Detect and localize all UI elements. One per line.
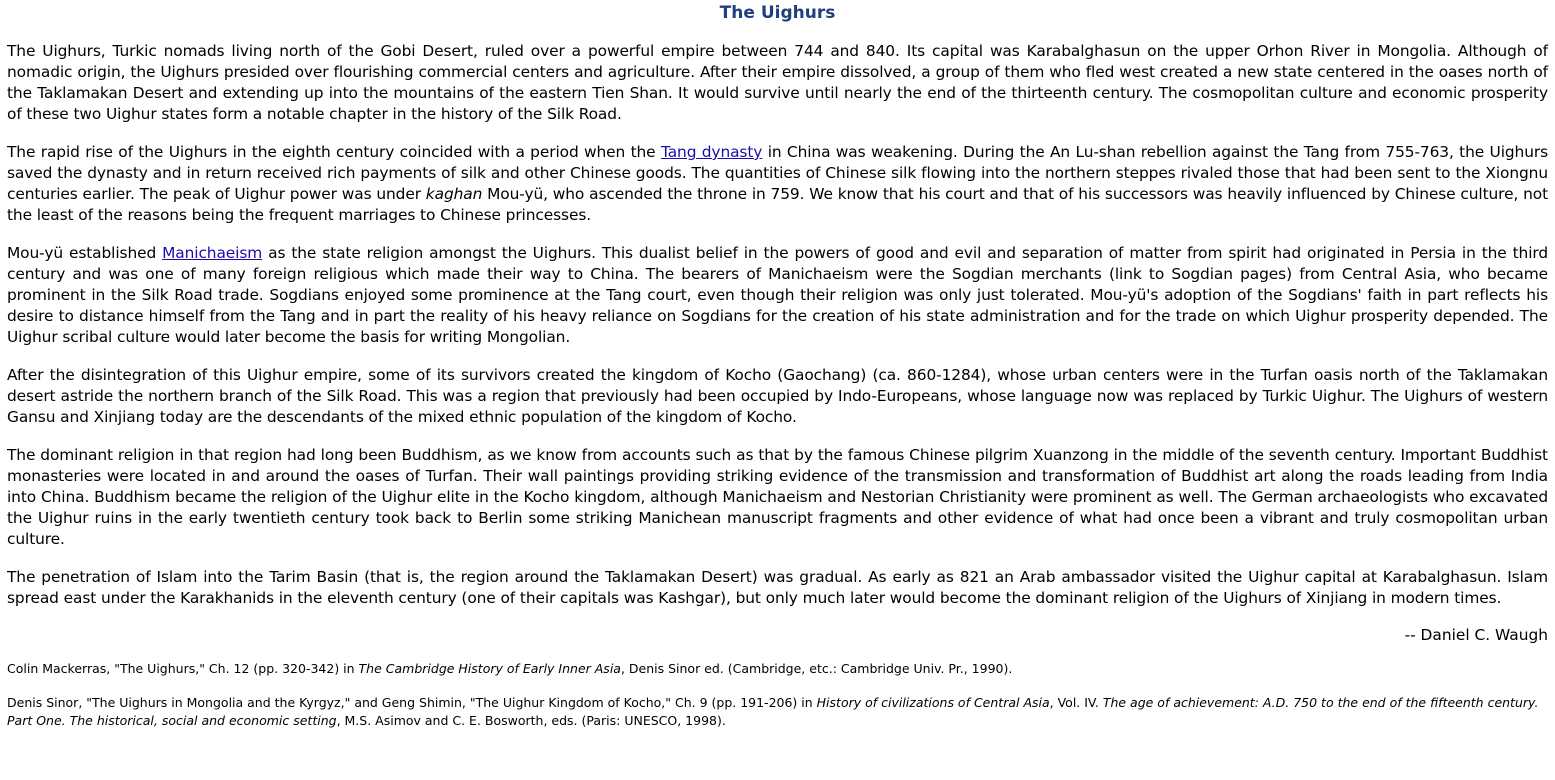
reference-sinor [7,694,1548,730]
paragraph-tang [7,142,1548,226]
paragraph-text: Mou-yü, who ascended the throne in 759. We know that his court and that of his successors was heavily influenced by Chinese culture, not the least of the reasons being the frequent marriages to Chinese princesses. [7,185,1549,224]
page-title: The Uighurs [719,3,836,23]
reference-text: , M.S. Asimov and C. E. Bosworth, eds. (Paris: UNESCO, 1998). [336,713,726,728]
reference-subtitle: The age of achievement: A.D. 750 to the end of the fifteenth century. Part One. The historical, social and economic setting [7,695,1539,728]
paragraph-intro: The Uighurs, Turkic nomads living north of the Gobi Desert, ruled over a powerful empire between 744 and 840. Its capital was Karabalghasun on the upper Orhon River in Mongolia. Although of nomadic origin, the Uighurs presided over flourishing commercial centers and agriculture. After their empire dissolved, a group of them who fled west created a new state centered in the oases north of the Taklamakan Desert and extending up into the mountains of the eastern Tien Shan. It would survive until nearly the end of the thirteenth century. The cosmopolitan culture and economic prosperity of these two Uighur states form a notable chapter in the history of the Silk Road. [7,42,1548,123]
reference-text: Colin Mackerras, "The Uighurs," Ch. 12 (pp. 320-342) in [7,661,359,676]
paragraph-buddhism: The dominant religion in that region had long been Buddhism, as we know from accounts such as that by the famous Chinese pilgrim Xuanzong in the middle of the seventh century. Important Buddhist monasteries were located in and around the oases of Turfan. Their wall paintings providing striking evidence of the transmission and transformation of Buddhist art along the roads leading from India into China. Buddhism became the religion of the Uighur elite in the Kocho kingdom, although Manichaeism and Nestorian Christianity were prominent as well. The German archaeologists who excavated the Uighur ruins in the early twentieth century took back to Berlin some striking Manichean manuscript fragments and other evidence of what had once been a vibrant and truly cosmopolitan urban culture. [7,446,1548,548]
paragraph-text: in China was weakening. During the An Lu-shan rebellion against the Tang from 755-763, the Uighurs saved the dynasty and in return received rich payments of silk and other Chinese goods. The quantities of Chinese silk flowing into the northern steppes rivaled those that had been sent to the Xiongnu centuries earlier. The peak of Uighur power was under [7,143,1548,203]
article [0,2,1555,730]
reference-mackerras [7,660,1548,678]
paragraph-text: as the state religion amongst the Uighurs. This dualist belief in the powers of good and evil and separation of matter from spirit had originated in Persia in the third century and was one of many foreign religious which made their way to China. The bearers of Manichaeism were the Sogdian merchants (link to Sogdian pages) from Central Asia, who became prominent in the Silk Road trade. Sogdians enjoyed some prominence at the Tang court, even though their religion was only just tolerated. Mou-yü's adoption of the Sogdians' faith in part reflects his desire to distance himself from the Tang and in part the reality of his heavy reliance on Sogdians for the creation of his state administration and for the trade on which Uighur prosperity depended. The Uighur scribal culture would later become the basis for writing Mongolian. [7,244,1548,346]
author-signature: -- Daniel C. Waugh [1404,626,1548,644]
reference-text: , Vol. IV. [1049,695,1103,710]
reference-title: The Cambridge History of Early Inner Asia [358,661,621,676]
emphasis-text: kaghan [425,185,483,203]
paragraph-manichaeism [7,243,1548,348]
tang-dynasty-link[interactable]: Tang dynasty [660,143,763,161]
reference-title: History of civilizations of Central Asia [816,695,1050,710]
reference-text: Denis Sinor, "The Uighurs in Mongolia and the Kyrgyz," and Geng Shimin, "The Uighur Kingdom of Kocho," Ch. 9 (pp. 191-206) in [7,695,817,710]
paragraph-text: The rapid rise of the Uighurs in the eighth century coincided with a period when the [7,143,661,161]
reference-text: , Denis Sinor ed. (Cambridge, etc.: Cambridge Univ. Pr., 1990). [620,661,1013,676]
paragraph-kocho: After the disintegration of this Uighur empire, some of its survivors created the kingdom of Kocho (Gaochang) (ca. 860-1284), whose urban centers were in the Turfan oasis north of the Taklamakan desert astride the northern branch of the Silk Road. This was a region that previously had been occupied by Indo-Europeans, whose language now was replaced by Turkic Uighur. The Uighurs of western Gansu and Xinjiang today are the descendants of the mixed ethnic population of the kingdom of Kocho. [7,366,1548,426]
paragraph-text: Mou-yü established [7,244,163,262]
manichaeism-link[interactable]: Manichaeism [162,244,263,262]
paragraph-islam: The penetration of Islam into the Tarim Basin (that is, the region around the Taklamakan Desert) was gradual. As early as 821 an Arab ambassador visited the Uighur capital at Karabalghasun. Islam spread east under the Karakhanids in the eleventh century (one of their capitals was Kashgar), but only much later would become the dominant religion of the Uighurs of Xinjiang in modern times. [7,568,1548,607]
